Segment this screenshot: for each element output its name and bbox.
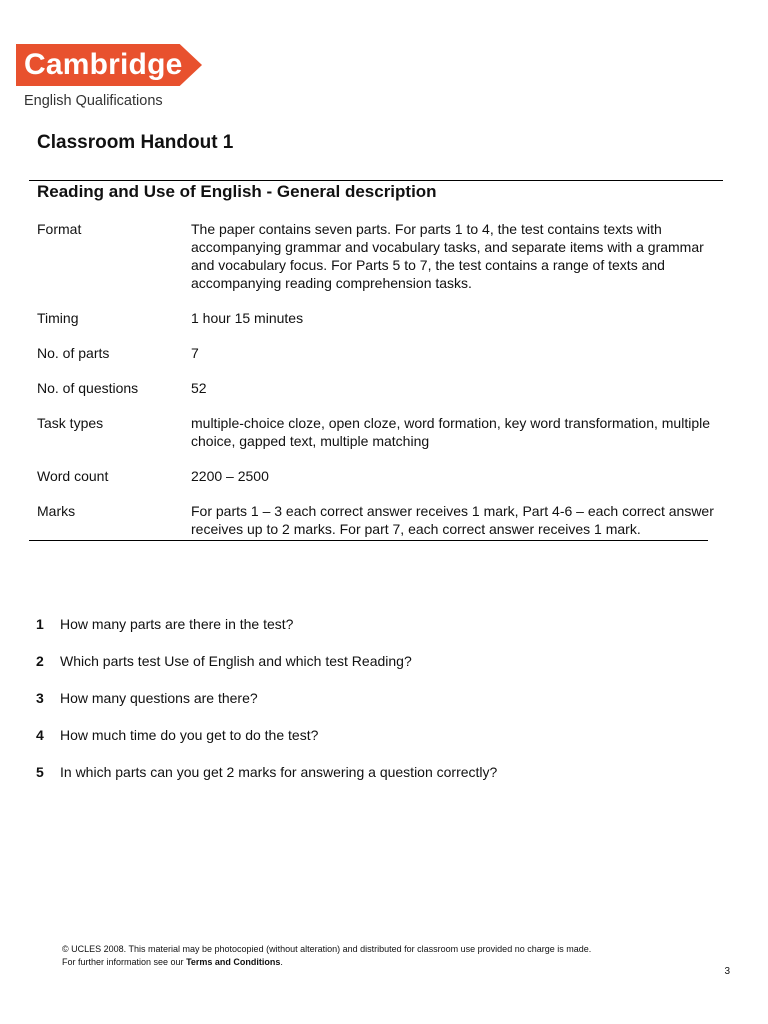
row-label: No. of parts (37, 345, 110, 361)
table-row (37, 467, 717, 485)
row-label: Word count (37, 468, 109, 484)
question-number: 3 (36, 690, 44, 706)
page-title: Classroom Handout 1 (37, 132, 234, 153)
copyright-notice: © UCLES 2008. This material may be photocopied (without alteration) and distributed for classroom use provided no charge is made. (62, 944, 592, 954)
list-item (36, 763, 726, 781)
row-value: 7 (191, 345, 199, 361)
question-number: 4 (36, 727, 44, 743)
footer (62, 943, 591, 969)
list-item (36, 689, 726, 707)
row-value: The paper contains seven parts. For parts 1 to 4, the test contains texts with accompanying grammar and vocabulary tasks, and separate items with a grammar and vocabulary focus. For Parts 5 to 7, the test contains a range of texts and accompanying reading comprehension tasks. (191, 221, 704, 291)
question-number: 1 (36, 616, 44, 632)
table-row (37, 414, 717, 450)
row-value: 1 hour 15 minutes (191, 310, 304, 326)
row-label: No. of questions (37, 380, 139, 396)
further-info-text: For further information see our (62, 957, 187, 967)
question-text: How many parts are there in the test? (60, 616, 294, 632)
table-row (37, 220, 717, 292)
question-text: In which parts can you get 2 marks for answering a question correctly? (60, 764, 498, 780)
question-text: How much time do you get to do the test? (60, 727, 319, 743)
logo-subtitle: English Qualifications (24, 93, 163, 109)
further-info (62, 956, 591, 969)
question-list (36, 615, 726, 800)
row-label: Task types (37, 415, 104, 431)
table-bottom-rule (29, 540, 708, 541)
row-value: For parts 1 – 3 each correct answer receives 1 mark, Part 4-6 – each correct answer receives up to 2 marks. For part 7, each correct answer receives 1 mark. (191, 503, 714, 537)
section-title: Reading and Use of English - General description (37, 182, 437, 201)
question-text: Which parts test Use of English and which test Reading? (60, 653, 412, 669)
further-info-suffix: . (280, 957, 283, 967)
table-row (37, 344, 717, 362)
list-item (36, 652, 726, 670)
list-item (36, 726, 726, 744)
question-text: How many questions are there? (60, 690, 258, 706)
row-label: Marks (37, 503, 76, 519)
page-number: 3 (724, 966, 730, 977)
table-row (37, 379, 717, 397)
logo-wordmark: Cambridge (24, 48, 183, 81)
row-value: 52 (191, 380, 207, 396)
table-row (37, 309, 717, 327)
row-value: multiple-choice cloze, open cloze, word formation, key word transformation, multiple choice, gapped text, multiple matching (191, 415, 711, 449)
description-table (37, 220, 717, 555)
list-item (36, 615, 726, 633)
row-label: Timing (37, 310, 79, 326)
terms-link[interactable]: Terms and Conditions (186, 957, 281, 967)
table-row (37, 502, 717, 538)
question-number: 2 (36, 653, 44, 669)
row-label: Format (37, 221, 82, 237)
question-number: 5 (36, 764, 44, 780)
row-value: 2200 – 2500 (191, 468, 269, 484)
cambridge-logo (16, 44, 202, 86)
